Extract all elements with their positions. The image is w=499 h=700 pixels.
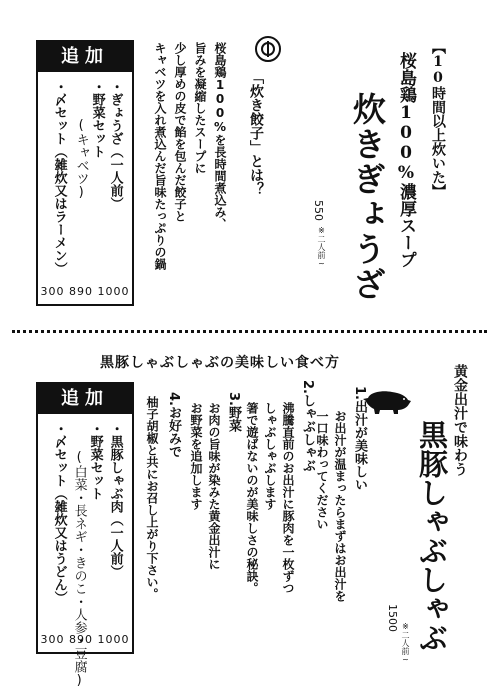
gyoza-desc-line-4: キャベツを入れ煮込んだ旨味たっぷりの鍋 bbox=[153, 42, 167, 270]
shabu-step-3-line-2: お野菜を追加します bbox=[189, 402, 203, 510]
gyoza-tagline: 【10時間以上炊いた】 bbox=[430, 40, 446, 198]
shabu-price: 1500 bbox=[386, 604, 399, 632]
gyoza-desc-line-1: 桜島鶏100%を長時間煮込み、 bbox=[213, 42, 227, 230]
section-divider bbox=[12, 330, 487, 333]
gyoza-extra-box bbox=[36, 40, 134, 306]
shabu-step-1-line-1: お出汁が温まったらまずはお出汁を bbox=[333, 410, 347, 602]
shabu-extra-prices: 300 890 1000 bbox=[40, 633, 130, 646]
gyoza-desc-line-2: 旨みを凝縮したスープに bbox=[193, 42, 207, 174]
shabu-step-3-line-1: お肉の旨味が染みた黄金出汁に bbox=[207, 402, 221, 570]
gyoza-price-note: ※二人前~ bbox=[317, 226, 326, 268]
shabu-extra-item-1: ・黒豚しゃぶ肉（一人前） bbox=[107, 422, 123, 578]
shabu-step-2-line-2: しゃぶしゃぶします bbox=[263, 402, 277, 510]
shabu-extra-item-2: ・野菜セット bbox=[87, 422, 103, 500]
gyoza-title: 炊きぎょうざ bbox=[348, 92, 387, 302]
shabu-step-2-heading: 2.しゃぶしゃぶ bbox=[300, 380, 315, 472]
shabu-banner: 黒豚しゃぶしゃぶの美味しい食べ方 bbox=[100, 355, 340, 371]
shabu-extra-heading: 追加 bbox=[38, 384, 132, 414]
shabu-extra-item-3: ・〆セット（雑炊又はうどん） bbox=[51, 422, 67, 604]
shabu-extra-item-2-note: (白菜・長ネギ・きのこ・人参・豆腐) bbox=[71, 450, 87, 688]
shabu-step-1-line-2: 一口味わってください bbox=[315, 410, 329, 530]
shabu-step-4-heading: 4.お好みで bbox=[166, 392, 181, 458]
family-crest-icon bbox=[255, 36, 281, 62]
gyoza-price: 550 bbox=[312, 200, 325, 221]
gyoza-extra-prices: 300 890 1000 bbox=[40, 285, 130, 298]
shabu-price-note: ※二人前~ bbox=[401, 622, 410, 664]
gyoza-extra-item-3: ・〆セット（雑炊又はラーメン） bbox=[51, 80, 67, 275]
shabu-step-1-heading: 1.出汁が美味しい bbox=[352, 386, 367, 491]
shabu-extra-box bbox=[36, 382, 134, 688]
shabu-tagline: 黄金出汁で味わう bbox=[452, 364, 468, 476]
gyoza-desc-line-3: 少し厚めの皮で餡を包んだ餃子と bbox=[173, 42, 187, 222]
gyoza-subtitle: 桜島鶏100%濃厚スープ bbox=[396, 52, 416, 268]
shabu-title: 黒豚しゃぶしゃぶ bbox=[415, 420, 449, 652]
shabu-step-2-line-1: 沸騰直前のお出汁に豚肉を一枚ずつ bbox=[281, 402, 295, 594]
shabu-step-4-line-1: 柚子胡椒と共にお召し上がり下さい。 bbox=[145, 396, 159, 600]
gyoza-extra-item-2: ・野菜セット bbox=[89, 80, 105, 158]
shabu-step-3-heading: 3.野菜 bbox=[226, 392, 241, 432]
gyoza-extra-item-1: ・ぎょうざ（一人前） bbox=[107, 80, 123, 210]
gyoza-extra-heading: 追加 bbox=[38, 42, 132, 72]
gyoza-what-heading: 「炊き餃子」とは？ bbox=[248, 70, 264, 196]
black-pig-icon bbox=[362, 388, 412, 414]
gyoza-extra-item-2-note: (キャベツ) bbox=[73, 118, 89, 200]
shabu-step-2-line-3: 箸で遊ばないのが美味しさの秘訣。 bbox=[245, 402, 259, 594]
